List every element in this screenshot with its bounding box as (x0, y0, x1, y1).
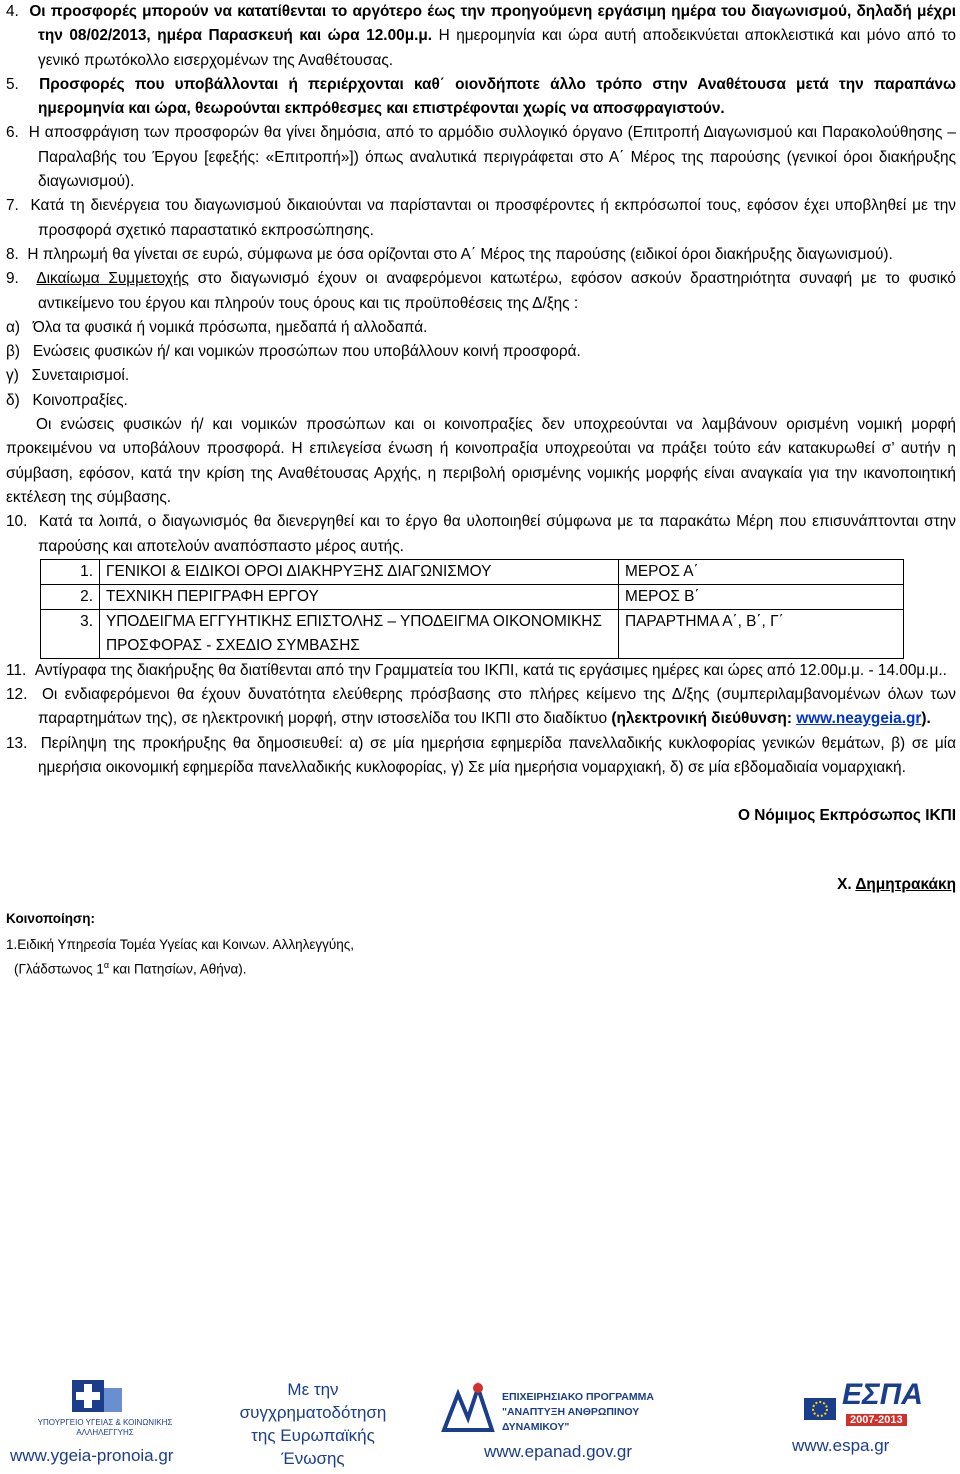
item-7-text: Κατά τη διενέργεια του διαγωνισμού δικαιούνται να παρίστανται οι προσφέροντες ή εκπρόσωποί τους, εφόσον έχει υποβληθεί με την προσφορά σχετικό παραστατικό εκπροσώπησης. (30, 197, 956, 239)
item-5 (6, 73, 956, 122)
cc-line-1: 1.Ειδική Υπηρεσία Τομέα Υγείας και Κοινων. Αλληλεγγύης, (6, 936, 354, 952)
table-row (41, 609, 904, 658)
list-marker: δ) (6, 391, 20, 409)
item-4-bold-text: Οι προσφορές μπορούν να κατατίθενται το αργότερο έως την προηγούμενη εργάσιμη ημέρα του διαγωνισμού, δηλαδή μέχρι την 08/02/2013, ημέρα Παρασκευή και ώρα 12.00μ.μ. (29, 3, 956, 45)
item-number: 12. (6, 686, 28, 704)
espa-years: 2007-2013 (846, 1414, 907, 1426)
table-cell-title: ΥΠΟΔΕΙΓΜΑ ΕΓΓΥΗΤΙΚΗΣ ΕΠΙΣΤΟΛΗΣ – ΥΠΟΔΕΙΓΜΑ ΟΙΚΟΝΟΜΙΚΗΣ ΠΡΟΣΦΟΡΑΣ - ΣΧΕΔΙΟ ΣΥΜΒΑΣΗΣ (100, 609, 619, 658)
union-note: Οι ενώσεις φυσικών ή/ και νομικών προσώπων και οι κοινοπραξίες δεν υποχρεούνται να λαμβάνουν ορισμένη νομική μορφή προκειμένου να υποβάλουν προσφορά. Η επιλεγείσα ένωση ή κοινοπραξία υποχρεούται να πράξει τούτο εάν κατακυρωθεί σ’ αυτήν η σύμβαση, εφόσον, κατά την κρίση της Αναθέτουσας Αρχής, η περιβολή ορισμένης νομικής μορφής είναι αναγκαία για την ικανοποιητική εκτέλεση της σύμβασης. (6, 416, 956, 506)
item-13 (6, 732, 956, 781)
cc-line-2-b: και Πατησίων, Αθήνα). (109, 961, 247, 977)
cc-block (6, 909, 956, 980)
program-emblem-icon (436, 1380, 500, 1436)
list-item-text: Όλα τα φυσικά ή νομικά πρόσωπα, ημεδαπά ή αλλοδαπά. (32, 318, 428, 336)
cofund-text (208, 1378, 418, 1470)
cofund-line: συγχρηματοδότηση (239, 1403, 387, 1422)
table-cell-number: 2. (41, 584, 100, 609)
list-item (6, 340, 956, 364)
program-line: ΕΠΙΧΕΙΡΗΣΙΑΚΟ ΠΡΟΓΡΑΜΜΑ (502, 1391, 654, 1403)
item-12-bold-prefix: (ηλεκτρονική διεύθυνση: (611, 710, 797, 728)
signature-initial: Χ. (837, 875, 856, 893)
item-8 (6, 243, 956, 267)
item-number: 6. (6, 124, 19, 142)
website-link[interactable]: www.neaygeia.gr (796, 710, 922, 728)
item-number: 10. (6, 513, 28, 531)
espa-logo (800, 1378, 940, 1436)
signature-role: Ο Νόμιμος Εκπρόσωπος ΙΚΠΙ (737, 807, 956, 825)
item-12-text: Οι ενδιαφερόμενοι θα έχουν δυνατότητα ελεύθερης πρόσβασης στο πλήρες κείμενο της Δ/ξης (συμπεριλαμβανομένων όλων των παραρτημάτων της), σε ηλεκτρονική μορφή, στην ιστοσελίδα του ΙΚΠΙ στο διαδίκτυο (38, 686, 957, 728)
ministry-logo (12, 1378, 192, 1442)
cofund-line: Με την (287, 1380, 339, 1399)
signature-surname: Δημητρακάκη (855, 875, 956, 893)
eu-flag-icon (800, 1378, 840, 1426)
item-number: 11. (6, 661, 27, 679)
ministry-logo-text: ΥΠΟΥΡΓΕΙΟ ΥΓΕΙΑΣ & ΚΟΙΝΩΝΙΚΗΣ ΑΛΛΗΛΕΓΓΥΗΣ (37, 1418, 173, 1437)
document-body (6, 0, 956, 979)
item-4 (6, 0, 956, 73)
program-line: "ΑΝΑΠΤΥΞΗ ΑΝΘΡΩΠΙΝΟΥ ΔΥΝΑΜΙΚΟΥ" (502, 1406, 640, 1433)
table-cell-title: ΤΕΧΝΙΚΗ ΠΕΡΙΓΡΑΦΗ ΕΡΓΟΥ (100, 584, 619, 609)
list-item-text: Κοινοπραξίες. (32, 391, 128, 409)
item-4-text: Η ημερομηνία και ώρα αυτή αποδεικνύεται αποκλειστικά και μόνο από το γενικό πρωτόκολλο εισερχομένων της Αναθέτουσας. (38, 27, 956, 69)
item-12-bold-suffix: ). (921, 710, 931, 728)
item-number: 4. (6, 3, 19, 20)
list-item (6, 389, 956, 413)
list-item-text: Συνεταιρισμοί. (31, 367, 130, 385)
item-12 (6, 683, 956, 732)
item-6 (6, 121, 956, 194)
cc-label: Κοινοποίηση: (6, 910, 95, 926)
item-10-text: Κατά τα λοιπά, ο διαγωνισμός θα διενεργηθεί και το έργο θα υλοποιηθεί σύμφωνα με τα παρακάτω Μέρη που επισυνάπτονται στην παρούσης και αποτελούν αναπόσπαστο μέρος αυτής. (38, 513, 956, 555)
item-number: 8. (6, 245, 19, 263)
table-cell-title: ΓΕΝΙΚΟΙ & ΕΙΔΙΚΟΙ ΟΡΟΙ ΔΙΑΚΗΡΥΞΗΣ ΔΙΑΓΩΝΙΣΜΟΥ (100, 559, 619, 584)
table-cell-part: ΜΕΡΟΣ Α΄ (619, 559, 904, 584)
program-url[interactable]: www.epanad.gov.gr (484, 1442, 633, 1461)
footer (0, 1378, 960, 1474)
item-number: 9. (6, 270, 19, 288)
espa-logo-text: ΕΣΠΑ (842, 1378, 923, 1411)
item-10 (6, 510, 956, 559)
table-cell-number: 1. (41, 559, 100, 584)
cc-line-2 (6, 955, 956, 980)
list-item (6, 316, 956, 340)
program-logo (436, 1380, 706, 1436)
table-cell-part: ΜΕΡΟΣ Β΄ (619, 584, 904, 609)
item-11-text: Αντίγραφα της διακήρυξης θα διατίθενται από την Γραμματεία του ΙΚΠΙ, κατά τις εργάσιμες ημέρες και ώρες από 12.00μ.μ. - 14.00μ.μ.. (34, 661, 947, 679)
parts-table (40, 559, 904, 659)
cofund-line: Ένωσης (281, 1449, 345, 1468)
table-cell-number: 3. (41, 609, 100, 658)
item-number: 5. (6, 75, 19, 93)
item-number: 13. (6, 734, 28, 752)
list-marker: α) (6, 318, 21, 336)
program-logo-text (502, 1390, 706, 1435)
signature-name (6, 873, 956, 897)
list-marker: γ) (6, 367, 19, 385)
item-9 (6, 267, 956, 316)
item-11 (6, 659, 956, 683)
cofund-line: της Ευρωπαϊκής (251, 1426, 375, 1445)
item-5-text: Προσφορές που υποβάλλονται ή περιέρχονται καθ΄ οιονδήποτε άλλο τρόπο στην Αναθέτουσα μετά την παραπάνω ημερομηνία και ώρα, θεωρούνται εκπρόθεσμες και επιστρέφονται χωρίς να αποσφραγιστούν. (38, 75, 956, 118)
cc-line-2-a: (Γλάδστωνος 1 (14, 961, 104, 977)
ministry-url[interactable]: www.ygeia-pronoia.gr (10, 1446, 174, 1465)
table-row (41, 559, 904, 584)
item-8-text: Η πληρωμή θα γίνεται σε ευρώ, σύμφωνα με όσα ορίζονται στο Α΄ Μέρος της παρούσης (ειδικοί όροι διακήρυξης διαγωνισμού). (27, 245, 893, 263)
item-9-underlined: Δικαίωμα Συμμετοχής (36, 270, 189, 288)
list-marker: β) (6, 343, 20, 361)
list-item (6, 364, 956, 388)
item-number: 7. (6, 197, 19, 215)
espa-url[interactable]: www.espa.gr (792, 1436, 890, 1455)
list-item-text: Ενώσεις φυσικών ή/ και νομικών προσώπων που υποβάλλουν κοινή προσφορά. (32, 343, 581, 361)
table-row (41, 584, 904, 609)
participant-list (6, 316, 956, 413)
item-9-text: στο διαγωνισμό έχουν οι αναφερόμενοι κατωτέρω, εφόσον ασκούν δραστηριότητα συναφή με το φυσικό αντικείμενο του έργου και πληρούν τους όρους και τις προϋποθέσεις της Δ/ξης : (38, 270, 956, 312)
item-13-text: Περίληψη της προκήρυξης θα δημοσιευθεί: α) σε μία ημερήσια εφημερίδα πανελλαδικής κυκλοφορίας γενικών θεμάτων, β) σε μία ημερήσια οικονομική εφημερίδα πανελλαδικής κυκλοφορίας, γ) Σε μία ημερήσια νομαρχιακή, δ) σε μία εβδομαδιαία νομαρχιακή. (38, 734, 956, 777)
item-6-text: Η αποσφράγιση των προσφορών θα γίνει δημόσια, από το αρμόδιο συλλογικό όργανο (Επιτροπή Διαγωνισμού και Παρακολούθησης – Παραλαβής του Έργου [εφεξής: «Επιτροπή»]) όπως αναλυτικά περιγράφεται στο Α΄ Μέρος της παρούσης (γενικοί όροι διακήρυξης διαγωνισμού). (28, 124, 956, 191)
table-cell-part: ΠΑΡΑΡΤΗΜΑ Α΄, Β΄, Γ΄ (619, 609, 904, 658)
item-7 (6, 194, 956, 243)
cc-line-2-sup: α (103, 959, 110, 970)
